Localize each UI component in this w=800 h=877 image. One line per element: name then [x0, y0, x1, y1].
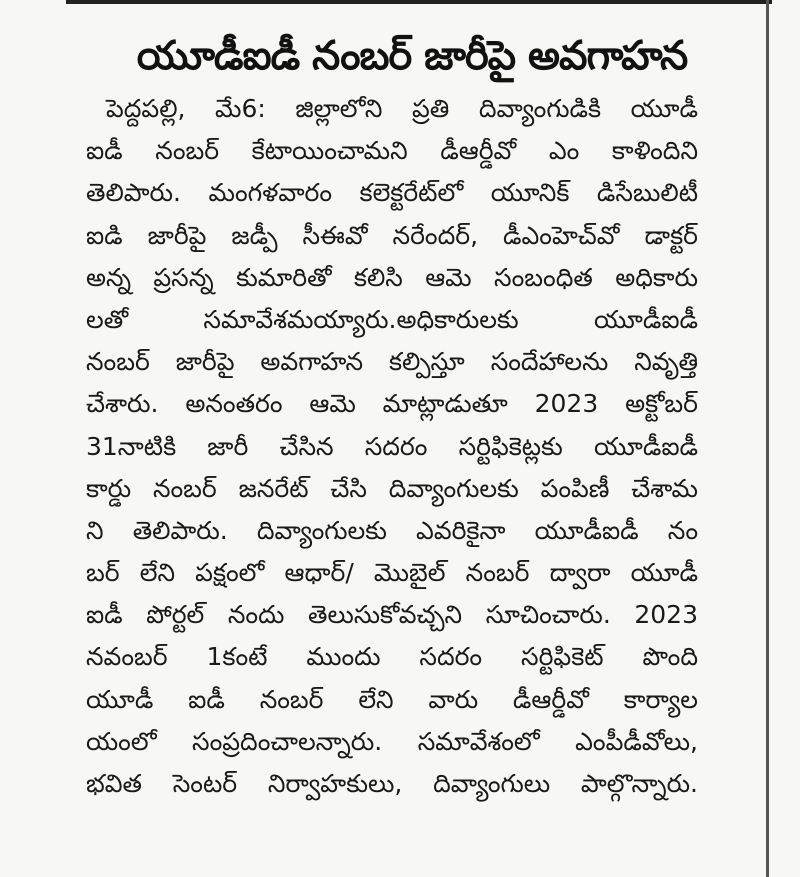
article-line: చేశారు. అనంతరం ఆమె మాట్లాడుతూ 2023 అక్టోబర్	[86, 389, 698, 419]
article-line: పెద్దపల్లి, మే6: జిల్లాలోని ప్రతి దివ్యాంగుడికి యూడీ	[106, 94, 698, 123]
article-line: ఐడి జారీపై జడ్పీ సీఈవో నరేందర్, డీఎంహెచ్‌వో డాక్టర్	[86, 220, 698, 250]
article-line: నంబర్ జారీపై అవగాహన కల్పిస్తూ సందేహాలను నివృత్తి	[86, 347, 698, 377]
top-rule	[66, 0, 772, 4]
column-rule	[766, 0, 769, 877]
article-headline: యూడీఐడీ నంబర్ జారీపై అవగాహన	[136, 33, 688, 79]
article-line: అన్న ప్రసన్న కుమారితో కలిసి ఆమె సంబంధిత అధికారు	[86, 262, 698, 292]
article-line: ఐడీ పోర్టల్ నందు తెలుసుకోవచ్చని సూచించారు. 2023	[86, 600, 698, 630]
article-body	[86, 88, 698, 805]
article-line: బర్ లేని పక్షంలో ఆధార్/ మొబైల్ నంబర్ ద్వారా యూడీ	[86, 558, 698, 588]
article-line: ని తెలిపారు. దివ్యాంగులకు ఎవరికైనా యూడీఐడీ నం	[86, 515, 698, 545]
article-line: యూడీ ఐడీ నంబర్ లేని వారు డీఆర్డీవో కార్యాల	[86, 684, 698, 714]
article-line: 31నాటికి జారీ చేసిన సదరం సర్టిఫికెట్లకు యూడీఐడీ	[86, 431, 698, 461]
article-line: లతో సమావేశమయ్యారు.అధికారులకు యూడీఐడీ	[86, 304, 698, 334]
article-line: తెలిపారు. మంగళవారం కలెక్టరేట్‌లో యూనిక్ డిసేబులిటీ	[86, 178, 698, 208]
article-line: కార్డు నంబర్ జనరేట్ చేసి దివ్యాంగులకు పంపిణీ చేశామ	[86, 473, 698, 503]
article-line: ఐడీ నంబర్ కేటాయించామని డీఆర్డీవో ఎం కాళిందిని	[86, 136, 698, 166]
article-line: యంలో సంప్రదించాలన్నారు. సమావేశంలో ఎంపీడీవోలు,	[86, 726, 698, 756]
article-line: భవిత సెంటర్ నిర్వాహకులు, దివ్యాంగులు పాల్గొన్నారు.	[86, 769, 698, 798]
article-line: నవంబర్ 1కంటే ముందు సదరం సర్టిఫికెట్ పొంది	[86, 642, 698, 672]
